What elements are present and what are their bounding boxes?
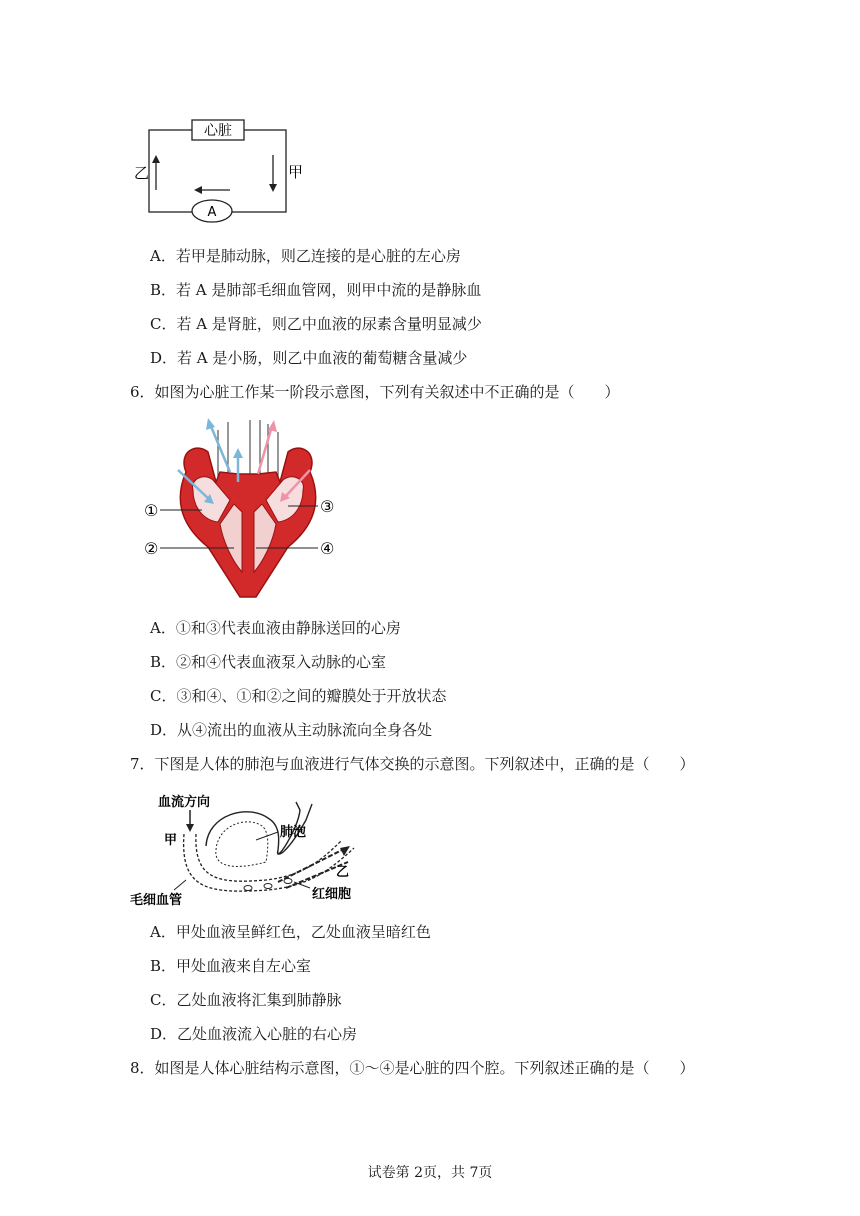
organ-label: A (207, 205, 217, 220)
page-footer: 试卷第 2页，共 7页 (367, 1165, 493, 1181)
q7-option-b: B．甲处血液来自左心室 (150, 957, 312, 975)
q6-stem: 6．如图为心脏工作某一阶段示意图，下列有关叙述中不正确的是（ ） (130, 383, 620, 401)
q6-option-b: B．②和④代表血液泵入动脉的心室 (150, 653, 387, 671)
rbc-1 (244, 886, 252, 891)
alveolus-leader (256, 832, 278, 840)
heart-diagram (138, 412, 358, 602)
left-arrow-head (194, 186, 202, 194)
q7-stem: 7．下图是人体的肺泡与血液进行气体交换的示意图。下列叙述中，正确的是（ ） (130, 755, 695, 773)
capillary-label: 毛细血管 (130, 893, 183, 908)
label-4: ④ (320, 539, 335, 558)
q6-option-c: C．③和④、①和②之间的瓣膜处于开放状态 (150, 687, 447, 705)
loop-path (149, 130, 286, 212)
up-arrow-head (152, 155, 160, 163)
down-arrow-head (269, 184, 277, 192)
alveolus-gas-exchange-diagram (128, 790, 378, 912)
q5-option-a: A．若甲是肺动脉，则乙连接的是心脏的左心房 (150, 247, 461, 265)
alveolus-label: 肺泡 (280, 825, 307, 840)
circulation-loop-diagram (130, 115, 310, 225)
blue-arrow-out-head (206, 418, 215, 430)
pink-arrow-out-head (268, 420, 277, 432)
heart-label: 心脏 (204, 123, 232, 139)
yi-point-label: 乙 (336, 865, 350, 880)
exit-arrow-head (340, 846, 350, 856)
rbc-3 (284, 879, 292, 884)
q7-option-c: C．乙处血液将汇集到肺静脉 (150, 991, 342, 1009)
flow-arrow-head (186, 824, 194, 832)
label-3: ③ (320, 497, 335, 516)
q7-option-a: A．甲处血液呈鲜红色，乙处血液呈暗红色 (150, 923, 431, 941)
yi-label: 乙 (134, 164, 150, 182)
jia-label: 甲 (288, 163, 304, 181)
label-1: ① (144, 501, 159, 520)
q5-option-d: D．若 A 是小肠，则乙中血液的葡萄糖含量减少 (150, 349, 468, 367)
q6-option-a: A．①和③代表血液由静脉送回的心房 (150, 619, 401, 637)
flow-direction-label: 血流方向 (158, 795, 211, 810)
q7-option-d: D．乙处血液流入心脏的右心房 (150, 1025, 358, 1043)
rbc-2 (264, 884, 272, 889)
q5-option-b: B．若 A 是肺部毛细血管网，则甲中流的是静脉血 (150, 281, 482, 299)
capillary-outer (184, 834, 354, 891)
q8-stem: 8．如图是人体心脏结构示意图，①～④是心脏的四个腔。下列叙述正确的是（ ） (130, 1059, 695, 1077)
q6-option-d: D．从④流出的血液从主动脉流向全身各处 (150, 721, 433, 739)
rbc-label: 红细胞 (312, 887, 352, 902)
blue-arrow-up-head (233, 448, 243, 458)
alveolus-inner (216, 822, 268, 867)
jia-point-label: 甲 (164, 833, 178, 848)
heart-body (180, 448, 315, 597)
label-2: ② (144, 539, 159, 558)
q5-option-c: C．若 A 是肾脏，则乙中血液的尿素含量明显减少 (150, 315, 482, 333)
capillary-leader (174, 880, 186, 890)
blue-arrow-out (210, 424, 230, 472)
